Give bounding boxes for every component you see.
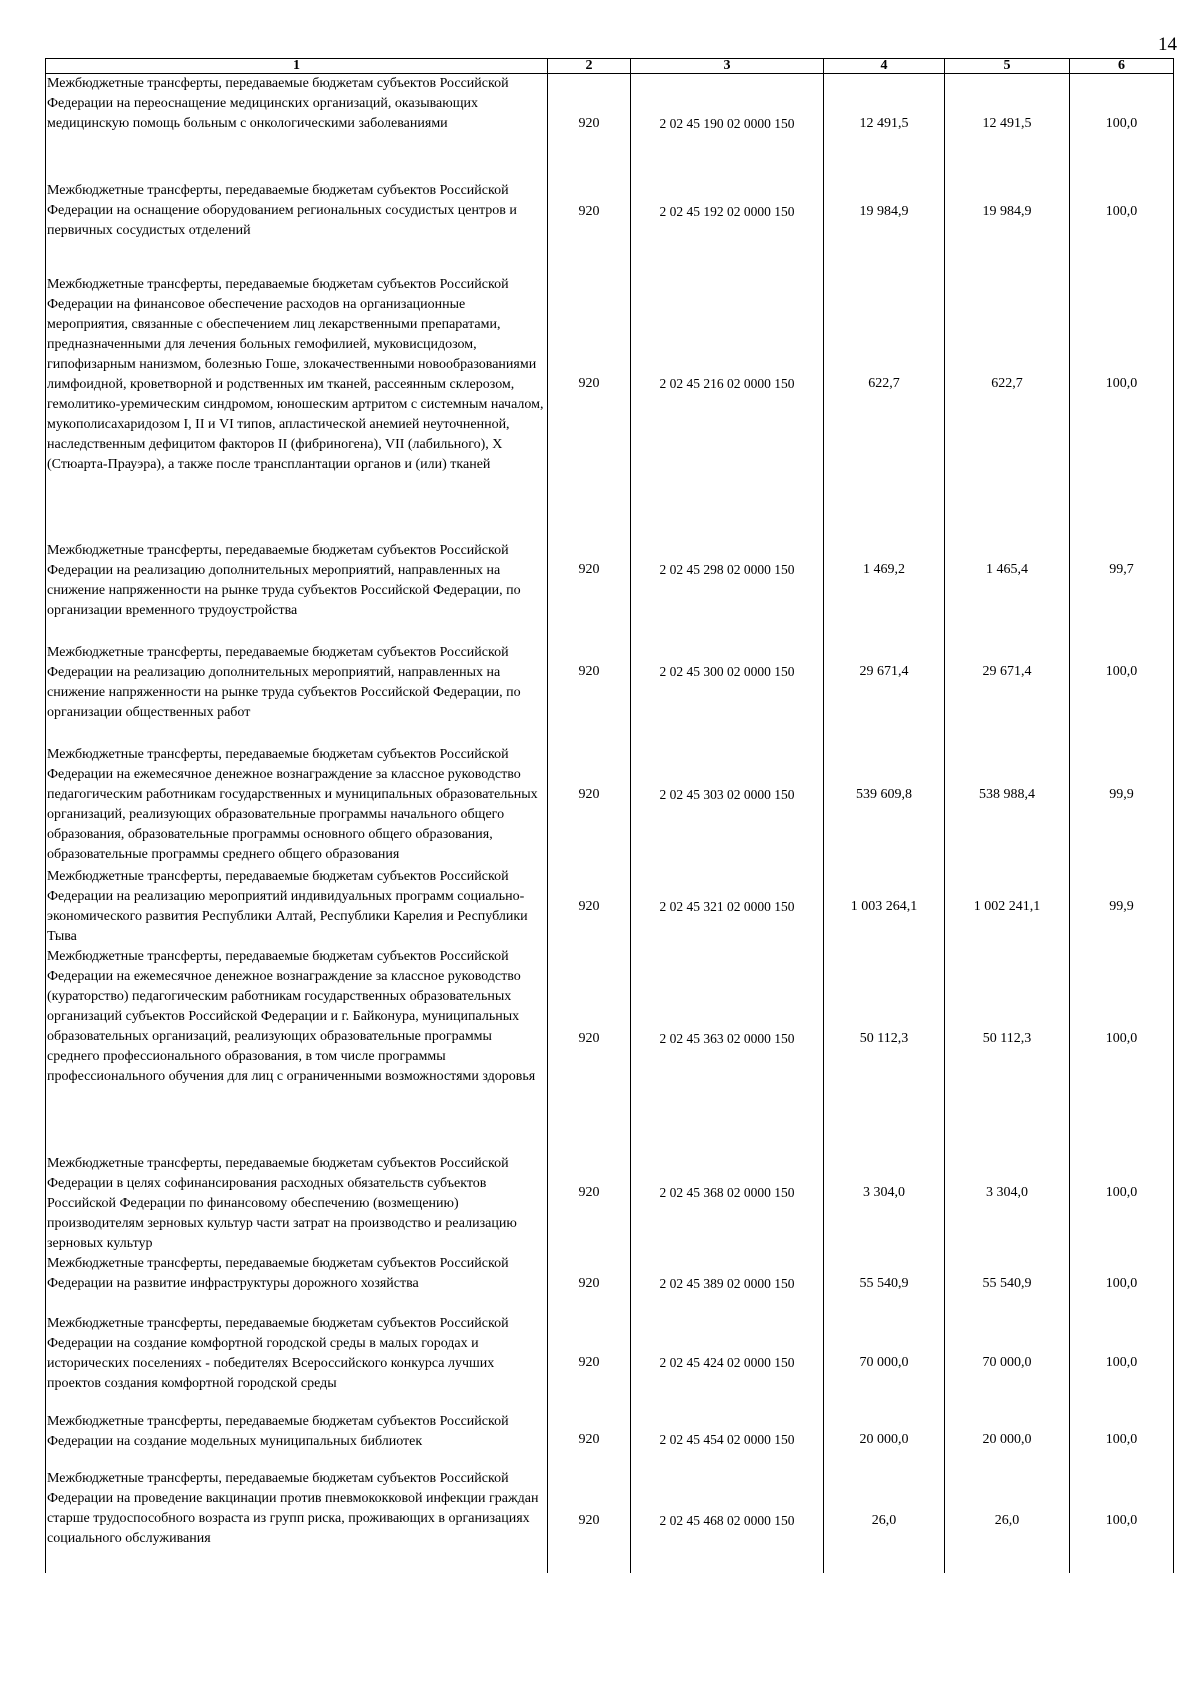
row-description: Межбюджетные трансферты, передаваемые бюджетам субъектов Российской Федерации на реализацию мероприятий индивидуальных программ социально-экономического развития Республики Алтай, Республики Карелия и Республики Тыва [46, 867, 548, 947]
row-plan-amount: 622,7 [824, 249, 945, 519]
row-plan-amount: 50 112,3 [824, 947, 945, 1132]
row-budget-code: 2 02 45 321 02 0000 150 [631, 867, 824, 947]
row-admin-code: 920 [548, 867, 631, 947]
table-row [46, 867, 1174, 947]
table-body [46, 74, 1174, 1573]
row-percent: 100,0 [1070, 175, 1174, 249]
row-percent: 100,0 [1070, 947, 1174, 1132]
row-plan-amount: 1 003 264,1 [824, 867, 945, 947]
row-plan-amount: 12 491,5 [824, 74, 945, 175]
row-plan-amount: 539 609,8 [824, 723, 945, 867]
table-row [46, 1254, 1174, 1314]
row-actual-amount: 50 112,3 [945, 947, 1070, 1132]
row-actual-amount: 3 304,0 [945, 1132, 1070, 1254]
table-row [46, 947, 1174, 1132]
row-budget-code: 2 02 45 300 02 0000 150 [631, 621, 824, 723]
table-row [46, 1132, 1174, 1254]
row-percent: 100,0 [1070, 249, 1174, 519]
row-plan-amount: 20 000,0 [824, 1412, 945, 1469]
row-actual-amount: 622,7 [945, 249, 1070, 519]
row-actual-amount: 55 540,9 [945, 1254, 1070, 1314]
row-plan-amount: 70 000,0 [824, 1314, 945, 1412]
table-row [46, 519, 1174, 621]
row-description: Межбюджетные трансферты, передаваемые бюджетам субъектов Российской Федерации на ежемесячное денежное вознаграждение за классное руководство (кураторство) педагогическим работникам государственных образовательных организаций субъектов Российской Федерации и г. Байконура, муниципальных образовательных организаций, реализующих образовательные программы среднего профессионального образования, в том числе программы профессионального обучения для лиц с ограниченными возможностями здоровья [46, 947, 548, 1132]
row-admin-code: 920 [548, 1412, 631, 1469]
header-col-6: 6 [1070, 59, 1174, 74]
header-col-5: 5 [945, 59, 1070, 74]
table-row [46, 175, 1174, 249]
row-budget-code: 2 02 45 192 02 0000 150 [631, 175, 824, 249]
row-percent: 100,0 [1070, 1314, 1174, 1412]
row-percent: 99,9 [1070, 867, 1174, 947]
row-actual-amount: 538 988,4 [945, 723, 1070, 867]
row-plan-amount: 3 304,0 [824, 1132, 945, 1254]
table-row [46, 74, 1174, 175]
row-plan-amount: 29 671,4 [824, 621, 945, 723]
header-col-2: 2 [548, 59, 631, 74]
row-budget-code: 2 02 45 190 02 0000 150 [631, 74, 824, 175]
row-admin-code: 920 [548, 1254, 631, 1314]
row-percent: 99,9 [1070, 723, 1174, 867]
row-plan-amount: 26,0 [824, 1469, 945, 1573]
row-description: Межбюджетные трансферты, передаваемые бюджетам субъектов Российской Федерации на проведение вакцинации против пневмококковой инфекции граждан старше трудоспособного возраста из групп риска, проживающих в организациях социального обслуживания [46, 1469, 548, 1573]
row-description: Межбюджетные трансферты, передаваемые бюджетам субъектов Российской Федерации на развитие инфраструктуры дорожного хозяйства [46, 1254, 548, 1314]
table-row [46, 249, 1174, 519]
table-row [46, 723, 1174, 867]
row-budget-code: 2 02 45 363 02 0000 150 [631, 947, 824, 1132]
row-budget-code: 2 02 45 216 02 0000 150 [631, 249, 824, 519]
row-budget-code: 2 02 45 454 02 0000 150 [631, 1412, 824, 1469]
row-admin-code: 920 [548, 1469, 631, 1573]
row-actual-amount: 19 984,9 [945, 175, 1070, 249]
table-row [46, 1412, 1174, 1469]
row-budget-code: 2 02 45 368 02 0000 150 [631, 1132, 824, 1254]
row-actual-amount: 1 002 241,1 [945, 867, 1070, 947]
row-percent: 100,0 [1070, 1254, 1174, 1314]
header-row [46, 59, 1174, 74]
row-actual-amount: 29 671,4 [945, 621, 1070, 723]
row-description: Межбюджетные трансферты, передаваемые бюджетам субъектов Российской Федерации на оснащение оборудованием региональных сосудистых центров и первичных сосудистых отделений [46, 175, 548, 249]
row-description: Межбюджетные трансферты, передаваемые бюджетам субъектов Российской Федерации на создание комфортной городской среды в малых городах и исторических поселениях - победителях Всероссийского конкурса лучших проектов создания комфортной городской среды [46, 1314, 548, 1412]
row-percent: 100,0 [1070, 74, 1174, 175]
row-admin-code: 920 [548, 621, 631, 723]
header-col-1: 1 [46, 59, 548, 74]
row-admin-code: 920 [548, 947, 631, 1132]
header-col-4: 4 [824, 59, 945, 74]
row-percent: 100,0 [1070, 1132, 1174, 1254]
row-actual-amount: 26,0 [945, 1469, 1070, 1573]
row-budget-code: 2 02 45 303 02 0000 150 [631, 723, 824, 867]
page-number: 14 [1158, 34, 1177, 55]
row-percent: 100,0 [1070, 1412, 1174, 1469]
row-admin-code: 920 [548, 74, 631, 175]
row-budget-code: 2 02 45 389 02 0000 150 [631, 1254, 824, 1314]
row-percent: 100,0 [1070, 621, 1174, 723]
row-percent: 100,0 [1070, 1469, 1174, 1573]
row-admin-code: 920 [548, 1314, 631, 1412]
row-description: Межбюджетные трансферты, передаваемые бюджетам субъектов Российской Федерации на финансовое обеспечение расходов на организационные мероприятия, связанные с обеспечением лиц лекарственными препаратами, предназначенными для лечения больных гемофилией, муковисцидозом, гипофизарным нанизмом, болезнью Гоше, злокачественными новообразованиями лимфоидной, кроветворной и родственных им тканей, рассеянным склерозом, гемолитико-уремическим синдромом, юношеским артритом с системным началом, мукополисахаридозом I, II и VI типов, апластической анемией неуточненной, наследственным дефицитом факторов II (фибриногена), VII (лабильного), X (Стюарта-Прауэра), а также после трансплантации органов и (или) тканей [46, 249, 548, 519]
row-description: Межбюджетные трансферты, передаваемые бюджетам субъектов Российской Федерации на реализацию дополнительных мероприятий, направленных на снижение напряженности на рынке труда субъектов Российской Федерации, по организации временного трудоустройства [46, 519, 548, 621]
table-row [46, 621, 1174, 723]
row-admin-code: 920 [548, 1132, 631, 1254]
row-plan-amount: 1 469,2 [824, 519, 945, 621]
row-description: Межбюджетные трансферты, передаваемые бюджетам субъектов Российской Федерации на ежемесячное денежное вознаграждение за классное руководство педагогическим работникам государственных и муниципальных образовательных организаций, реализующих образовательные программы начального общего образования, образовательные программы основного общего образования, образовательные программы среднего общего образования [46, 723, 548, 867]
budget-table [45, 58, 1174, 1573]
row-plan-amount: 19 984,9 [824, 175, 945, 249]
row-actual-amount: 12 491,5 [945, 74, 1070, 175]
row-description: Межбюджетные трансферты, передаваемые бюджетам субъектов Российской Федерации на создание модельных муниципальных библиотек [46, 1412, 548, 1469]
row-admin-code: 920 [548, 175, 631, 249]
row-actual-amount: 70 000,0 [945, 1314, 1070, 1412]
row-description: Межбюджетные трансферты, передаваемые бюджетам субъектов Российской Федерации на переоснащение медицинских организаций, оказывающих медицинскую помощь больным с онкологическими заболеваниями [46, 74, 548, 175]
row-budget-code: 2 02 45 298 02 0000 150 [631, 519, 824, 621]
row-budget-code: 2 02 45 424 02 0000 150 [631, 1314, 824, 1412]
row-percent: 99,7 [1070, 519, 1174, 621]
row-admin-code: 920 [548, 249, 631, 519]
row-actual-amount: 20 000,0 [945, 1412, 1070, 1469]
row-admin-code: 920 [548, 519, 631, 621]
row-admin-code: 920 [548, 723, 631, 867]
row-actual-amount: 1 465,4 [945, 519, 1070, 621]
row-budget-code: 2 02 45 468 02 0000 150 [631, 1469, 824, 1573]
header-col-3: 3 [631, 59, 824, 74]
row-description: Межбюджетные трансферты, передаваемые бюджетам субъектов Российской Федерации на реализацию дополнительных мероприятий, направленных на снижение напряженности на рынке труда субъектов Российской Федерации, по организации общественных работ [46, 621, 548, 723]
row-plan-amount: 55 540,9 [824, 1254, 945, 1314]
table-header [46, 59, 1174, 74]
table-row [46, 1314, 1174, 1412]
row-description: Межбюджетные трансферты, передаваемые бюджетам субъектов Российской Федерации в целях софинансирования расходных обязательств субъектов Российской Федерации по финансовому обеспечению (возмещению) производителям зерновых культур части затрат на производство и реализацию зерновых культур [46, 1132, 548, 1254]
table-row [46, 1469, 1174, 1573]
